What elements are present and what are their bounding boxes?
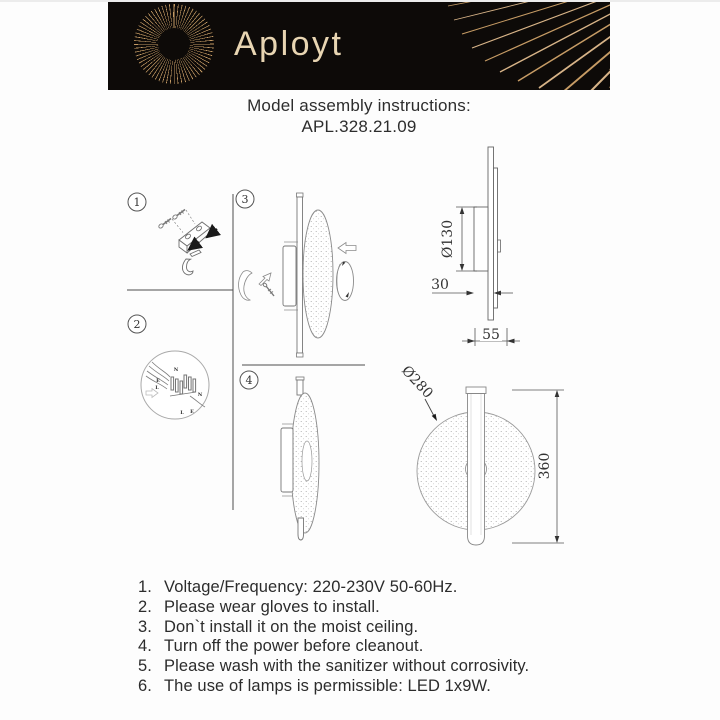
step-3-drawing [239, 193, 356, 357]
screw-icon [158, 219, 183, 233]
clip-part-icon [182, 259, 193, 275]
open-arrow-icon [338, 243, 356, 254]
step-4-drawing [281, 377, 319, 540]
clip-part-icon [239, 271, 252, 301]
wire-label: N [173, 367, 179, 373]
list-item [134, 657, 604, 677]
push-arrow-icon [207, 229, 217, 237]
wire-label: N [197, 392, 203, 398]
item-text: Voltage/Frequency: 220-230V 50-60Hz. [164, 578, 458, 596]
list-item [134, 578, 604, 598]
list-item [134, 637, 604, 657]
item-text: Don`t install it on the moist ceiling. [164, 617, 419, 636]
model-number: APL.328.21.09 [301, 116, 417, 136]
item-text: Please wear gloves to install. [164, 597, 380, 616]
item-number: 6. [138, 676, 152, 695]
step-2-number: 2 [133, 318, 141, 331]
list-item [134, 598, 604, 618]
item-number: 1. [138, 578, 152, 596]
screw-icon [263, 283, 274, 296]
step-4-number: 4 [245, 374, 253, 387]
wire-label: L [180, 410, 184, 416]
step-1-drawing [158, 210, 217, 275]
page-title: Model assembly instructions: [247, 96, 471, 115]
brand-name: Aployt [234, 25, 344, 63]
cylinder-part-icon [337, 262, 354, 301]
item-number: 2. [138, 597, 152, 616]
dim-360-label: 360 [537, 452, 553, 480]
item-text: Please wash with the sanitizer without corrosivity. [164, 657, 530, 676]
dim-280 [425, 399, 437, 421]
side-view-drawing [431, 147, 520, 346]
dim-55-label: 55 [482, 327, 500, 343]
dim-30-label: 30 [431, 277, 449, 293]
step-1-number: 1 [133, 196, 141, 209]
item-number: 3. [138, 617, 152, 636]
wire-label: E [156, 378, 160, 384]
dim-280-label: Ø280 [398, 362, 436, 402]
item-text: Turn off the power before cleanout. [164, 637, 424, 656]
step-2-drawing [141, 351, 209, 419]
instruction-list [134, 578, 604, 697]
wire-label: E [190, 409, 194, 415]
list-item [134, 618, 604, 638]
item-text: The use of lamps is permissible: LED 1x9W. [164, 676, 491, 695]
wire-label: L [155, 385, 159, 391]
screw-icon [172, 210, 195, 225]
list-item [134, 677, 604, 697]
front-view-drawing [398, 363, 564, 545]
item-number: 5. [138, 657, 152, 676]
dim-130-label: Ø130 [440, 219, 456, 259]
step-3-number: 3 [241, 193, 249, 206]
item-number: 4. [138, 637, 152, 656]
